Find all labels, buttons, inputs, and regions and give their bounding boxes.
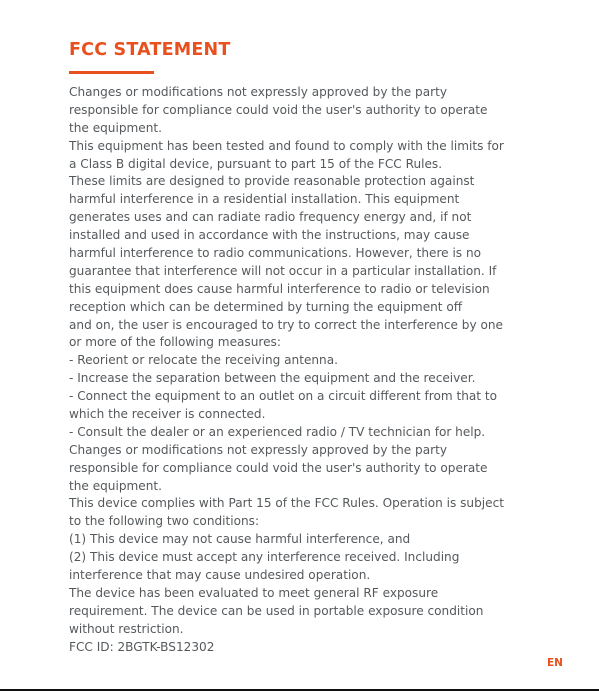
body-line: Changes or modifications not expressly approved by the party bbox=[69, 85, 448, 99]
body-line: guarantee that interference will not occur in a particular installation. If bbox=[69, 263, 497, 278]
language-tag: EN bbox=[547, 657, 563, 669]
body-line: - Increase the separation between the equipment and the receiver. bbox=[69, 371, 476, 386]
page-title: FCC STATEMENT bbox=[69, 40, 231, 60]
body-line: this equipment does cause harmful interference to radio or television bbox=[69, 281, 490, 296]
body-line: The device has been evaluated to meet general RF exposure bbox=[69, 585, 439, 600]
body-line: - Connect the equipment to an outlet on a circuit different from that to bbox=[69, 389, 498, 404]
body-line: These limits are designed to provide reasonable protection against bbox=[69, 174, 475, 189]
body-line: a Class B digital device, pursuant to part 15 of the FCC Rules. bbox=[69, 156, 443, 171]
body-line: harmful interference to radio communications. However, there is no bbox=[69, 246, 482, 261]
body-line: reception which can be determined by turning the equipment off bbox=[69, 299, 463, 314]
body-line: Changes or modifications not expressly approved by the party bbox=[69, 442, 448, 457]
body-line: responsible for compliance could void the user's authority to operate bbox=[69, 460, 488, 475]
body-line: - Consult the dealer or an experienced radio / TV technician for help. bbox=[69, 424, 486, 439]
body-line: and on, the user is encouraged to try to correct the interference by one bbox=[69, 317, 503, 332]
body-line: the equipment. bbox=[69, 478, 162, 493]
bottom-divider bbox=[0, 689, 599, 691]
body-line: This equipment has been tested and found to comply with the limits for bbox=[69, 138, 504, 153]
body-line: responsible for compliance could void the user's authority to operate bbox=[69, 102, 488, 117]
body-line: FCC ID: 2BGTK-BS12302 bbox=[69, 639, 215, 654]
body-line: requirement. The device can be used in portable exposure condition bbox=[69, 603, 484, 618]
body-line: - Reorient or relocate the receiving antenna. bbox=[69, 353, 338, 368]
body-line: without restriction. bbox=[69, 621, 184, 636]
title-underline bbox=[69, 71, 154, 74]
body-line: the equipment. bbox=[69, 120, 162, 135]
body-line: interference that may cause undesired operation. bbox=[69, 568, 371, 583]
body-line: installed and used in accordance with the instructions, may cause bbox=[69, 228, 470, 243]
statement-body bbox=[69, 84, 539, 657]
body-line: which the receiver is connected. bbox=[69, 407, 266, 422]
body-line: to the following two conditions: bbox=[69, 514, 260, 529]
body-line: or more of the following measures: bbox=[69, 335, 281, 350]
body-line: generates uses and can radiate radio frequency energy and, if not bbox=[69, 210, 472, 225]
body-line: harmful interference in a residential installation. This equipment bbox=[69, 192, 460, 207]
body-line: (1) This device may not cause harmful interference, and bbox=[69, 532, 411, 547]
body-line: (2) This device must accept any interference received. Including bbox=[69, 550, 460, 565]
body-line: This device complies with Part 15 of the FCC Rules. Operation is subject bbox=[69, 496, 504, 511]
